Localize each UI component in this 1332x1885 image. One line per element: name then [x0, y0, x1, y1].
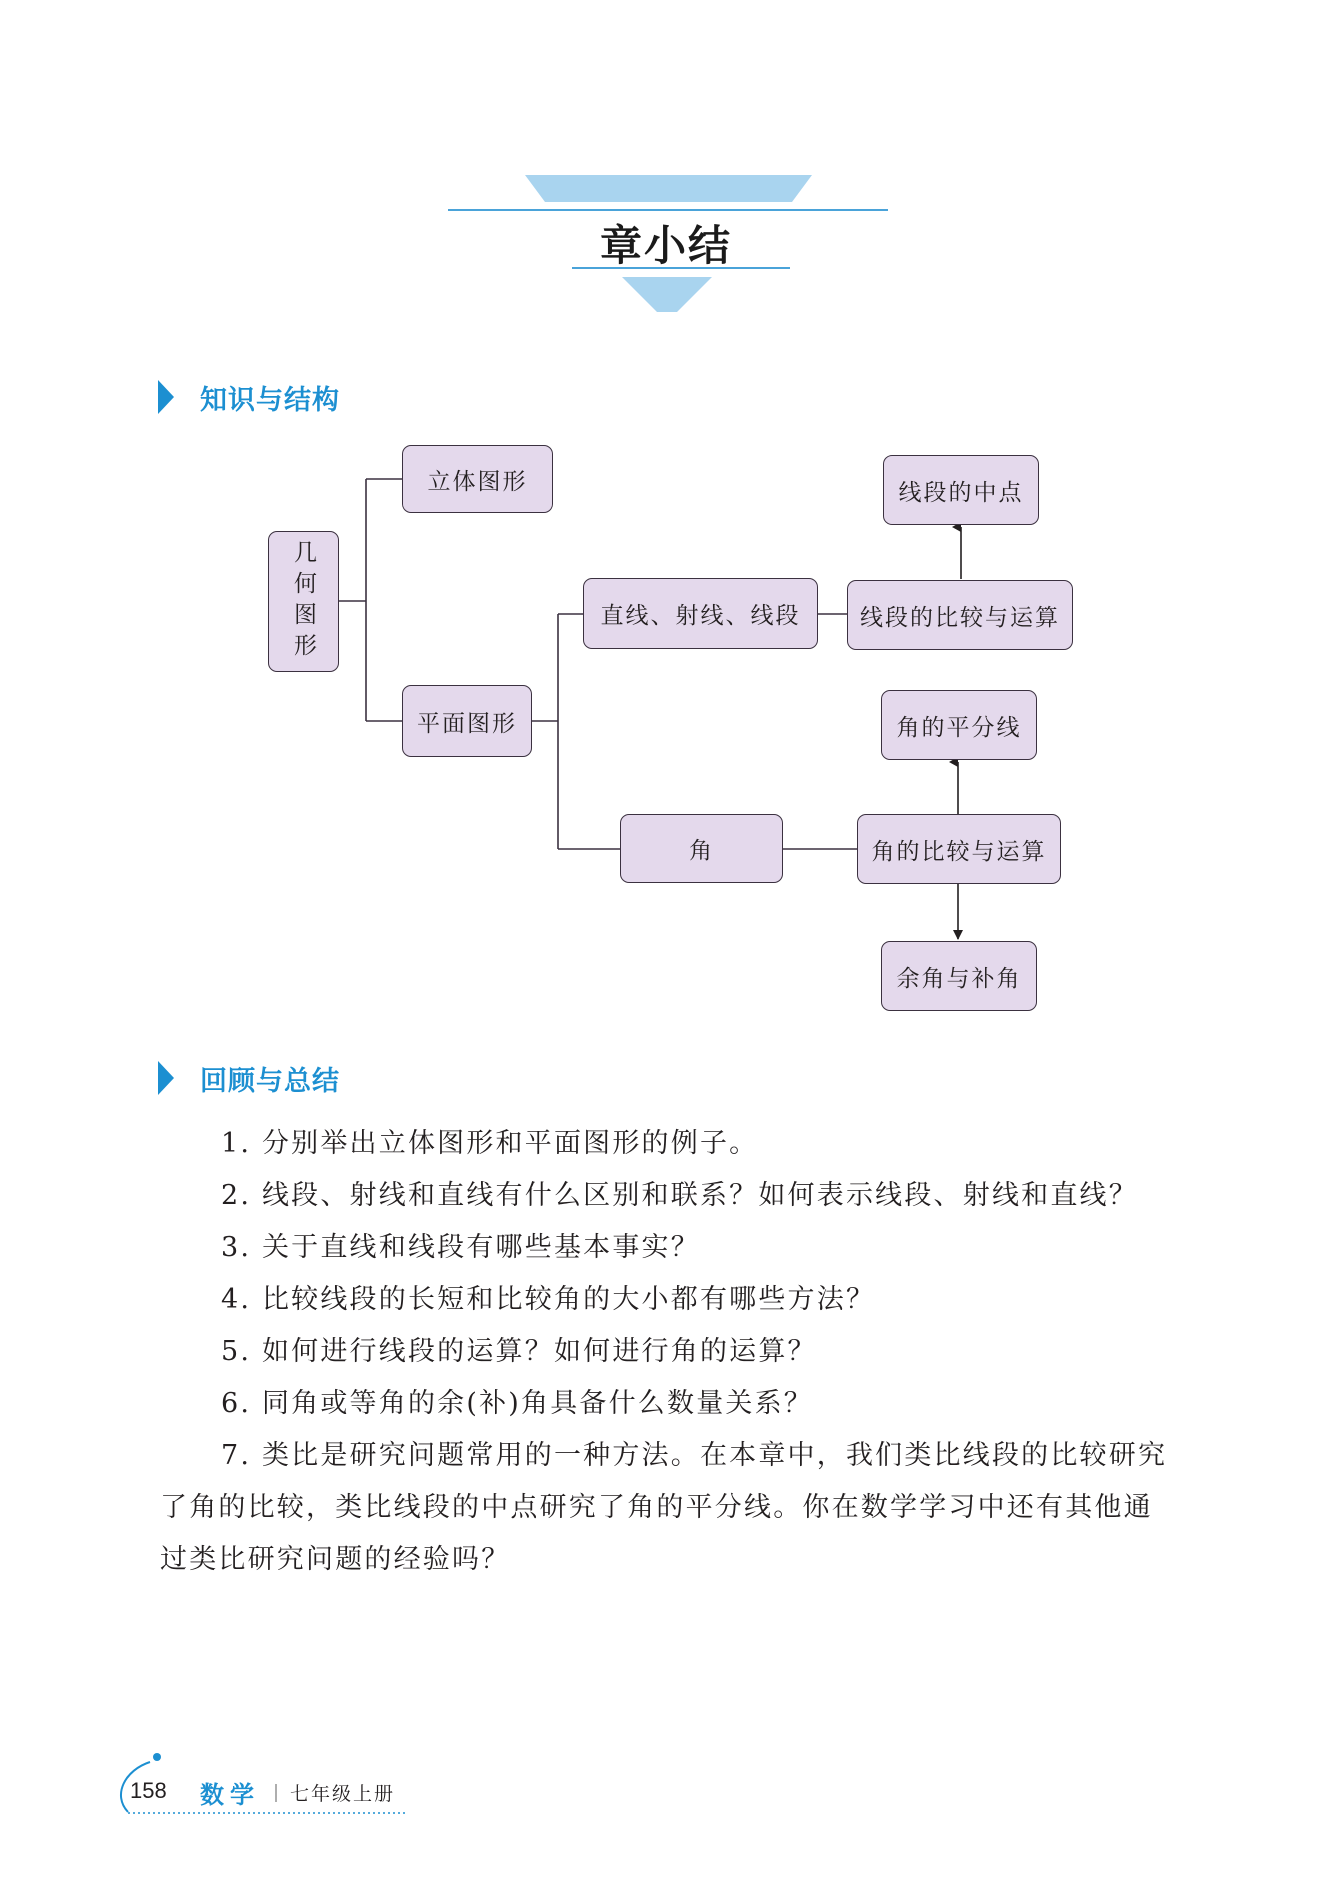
question-3: 3. 关于直线和线段有哪些基本事实？ — [221, 1232, 700, 1263]
question-2: 2. 线段、射线和直线有什么区别和联系？如何表示线段、射线和直线？ — [221, 1180, 1138, 1211]
question-7-line-1: 7. 类比是研究问题常用的一种方法。在本章中，我们类比线段的比较研究 — [221, 1440, 1168, 1471]
footer-subject: 数学 — [200, 1781, 260, 1809]
node-complement-supplement: 余角与补角 — [881, 941, 1037, 1011]
footer-page-number: 158 — [130, 1778, 167, 1803]
node-angle-compare: 角的比较与运算 — [857, 814, 1061, 884]
question-4: 4. 比较线段的长短和比较角的大小都有哪些方法？ — [221, 1284, 876, 1315]
section-marker-icon — [158, 1061, 174, 1095]
footer-book-title: 七年级上册 — [290, 1783, 396, 1805]
node-angle-bisector: 角的平分线 — [881, 690, 1037, 760]
node-segment-midpoint: 线段的中点 — [883, 455, 1039, 525]
question-5: 5. 如何进行线段的运算？如何进行角的运算？ — [221, 1336, 817, 1367]
node-angle: 角 — [620, 814, 783, 883]
question-6: 6. 同角或等角的余(补)角具备什么数量关系？ — [221, 1388, 814, 1419]
node-lines-rays-segments: 直线、射线、线段 — [583, 578, 818, 649]
node-solid-figures: 立体图形 — [402, 445, 553, 513]
question-7-line-2: 了角的比较，类比线段的中点研究了角的平分线。你在数学学习中还有其他通 — [160, 1492, 1153, 1523]
page-title: 章小结 — [599, 221, 732, 270]
section-title-knowledge: 知识与结构 — [200, 384, 340, 416]
node-plane-figures: 平面图形 — [402, 685, 532, 757]
node-geometric-figures: 几何图形 — [268, 531, 339, 672]
question-7-line-3: 过类比研究问题的经验吗？ — [160, 1544, 511, 1575]
section-title-review: 回顾与总结 — [200, 1065, 340, 1097]
footer-dot — [153, 1753, 161, 1761]
section-heading-review — [158, 1058, 340, 1098]
question-1: 1. 分别举出立体图形和平面图形的例子。 — [221, 1128, 759, 1159]
node-segment-compare: 线段的比较与运算 — [847, 580, 1073, 650]
